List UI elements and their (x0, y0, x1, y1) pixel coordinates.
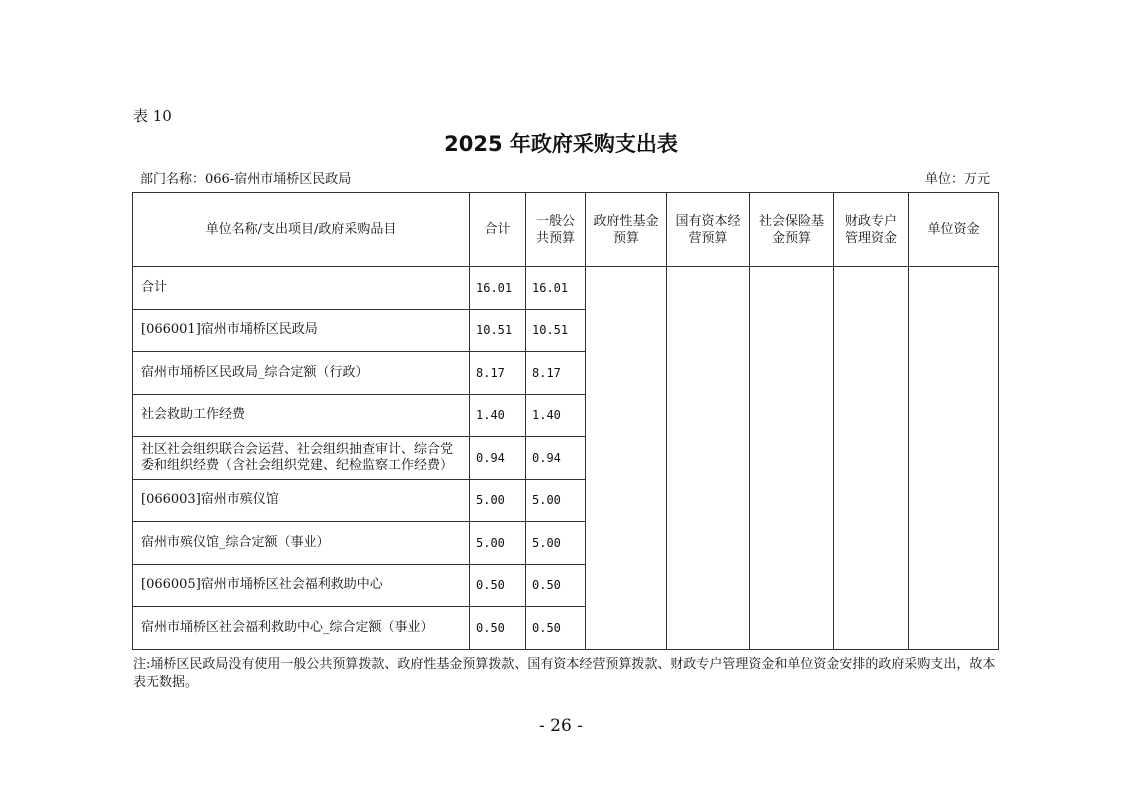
cell-empty (750, 437, 834, 480)
cell-general-budget: 8.17 (526, 352, 586, 395)
cell-empty (586, 564, 667, 607)
cell-name: 社区社会组织联合会运营、社会组织抽查审计、综合党委和组织经费（含社会组织党建、纪检监察工作经费） (133, 437, 470, 480)
cell-empty (667, 522, 750, 565)
cell-empty (834, 437, 909, 480)
cell-empty (667, 267, 750, 310)
unit-label: 单位：万元 (924, 172, 990, 187)
cell-general-budget: 0.94 (526, 437, 586, 480)
cell-empty (586, 607, 667, 650)
cell-total: 5.00 (470, 522, 526, 565)
cell-empty (750, 522, 834, 565)
cell-name: 宿州市埇桥区民政局_综合定额（行政） (133, 352, 470, 395)
table-row (133, 607, 999, 650)
cell-empty (750, 267, 834, 310)
cell-empty (586, 522, 667, 565)
col-header-total: 合计 (470, 193, 526, 267)
cell-empty (909, 437, 999, 480)
cell-name: [066001]宿州市埇桥区民政局 (133, 309, 470, 352)
cell-general-budget: 5.00 (526, 522, 586, 565)
cell-total: 0.94 (470, 437, 526, 480)
cell-empty (909, 267, 999, 310)
cell-total: 0.50 (470, 564, 526, 607)
cell-general-budget: 1.40 (526, 394, 586, 437)
department-name: 部门名称：066-宿州市埇桥区民政局 (140, 172, 352, 187)
cell-empty (834, 522, 909, 565)
cell-empty (909, 479, 999, 522)
col-header-general-budget: 一般公共预算 (526, 193, 586, 267)
table-row (133, 522, 999, 565)
cell-empty (834, 352, 909, 395)
footnote: 注:埇桥区民政局没有使用一般公共预算拨款、政府性基金预算拨款、国有资本经营预算拨款、财政专户管理资金和单位资金安排的政府采购支出，故本表无数据。 (133, 657, 996, 690)
cell-empty (909, 607, 999, 650)
cell-empty (667, 437, 750, 480)
cell-name: 宿州市殡仪馆_综合定额（事业） (133, 522, 470, 565)
page-number: - 26 - (539, 716, 583, 736)
cell-general-budget: 10.51 (526, 309, 586, 352)
cell-empty (667, 352, 750, 395)
cell-empty (586, 352, 667, 395)
table-row (133, 437, 999, 480)
procurement-table (132, 192, 999, 650)
cell-empty (750, 479, 834, 522)
table-row (133, 394, 999, 437)
cell-total: 16.01 (470, 267, 526, 310)
cell-empty (750, 394, 834, 437)
cell-empty (586, 479, 667, 522)
table-row (133, 309, 999, 352)
table-row (133, 479, 999, 522)
cell-empty (834, 479, 909, 522)
cell-empty (909, 394, 999, 437)
col-header-gov-fund: 政府性基金预算 (586, 193, 667, 267)
col-header-social-insurance: 社会保险基金预算 (750, 193, 834, 267)
col-header-name: 单位名称/支出项目/政府采购品目 (133, 193, 470, 267)
cell-empty (586, 309, 667, 352)
table-row (133, 352, 999, 395)
cell-empty (834, 607, 909, 650)
cell-name: [066005]宿州市埇桥区社会福利救助中心 (133, 564, 470, 607)
cell-empty (834, 394, 909, 437)
cell-general-budget: 16.01 (526, 267, 586, 310)
cell-empty (667, 394, 750, 437)
cell-general-budget: 0.50 (526, 607, 586, 650)
cell-empty (667, 479, 750, 522)
cell-empty (586, 267, 667, 310)
cell-empty (909, 564, 999, 607)
cell-general-budget: 0.50 (526, 564, 586, 607)
table-row (133, 564, 999, 607)
cell-empty (667, 309, 750, 352)
cell-empty (586, 394, 667, 437)
cell-empty (909, 309, 999, 352)
cell-empty (834, 267, 909, 310)
col-header-special-account: 财政专户管理资金 (834, 193, 909, 267)
cell-name: 合计 (133, 267, 470, 310)
col-header-state-capital: 国有资本经营预算 (667, 193, 750, 267)
cell-total: 10.51 (470, 309, 526, 352)
cell-empty (586, 437, 667, 480)
cell-empty (667, 564, 750, 607)
cell-name: 宿州市埇桥区社会福利救助中心_综合定额（事业） (133, 607, 470, 650)
table-header-row (133, 193, 999, 267)
cell-total: 5.00 (470, 479, 526, 522)
col-header-unit-funds: 单位资金 (909, 193, 999, 267)
cell-empty (750, 309, 834, 352)
cell-empty (834, 309, 909, 352)
cell-empty (750, 607, 834, 650)
cell-name: 社会救助工作经费 (133, 394, 470, 437)
table-row (133, 267, 999, 310)
cell-total: 1.40 (470, 394, 526, 437)
cell-empty (750, 564, 834, 607)
cell-name: [066003]宿州市殡仪馆 (133, 479, 470, 522)
cell-general-budget: 5.00 (526, 479, 586, 522)
page-title: 2025 年政府采购支出表 (444, 132, 678, 156)
cell-empty (909, 352, 999, 395)
cell-total: 8.17 (470, 352, 526, 395)
cell-empty (667, 607, 750, 650)
cell-empty (909, 522, 999, 565)
table-number: 表 10 (133, 107, 172, 125)
cell-total: 0.50 (470, 607, 526, 650)
cell-empty (834, 564, 909, 607)
cell-empty (750, 352, 834, 395)
